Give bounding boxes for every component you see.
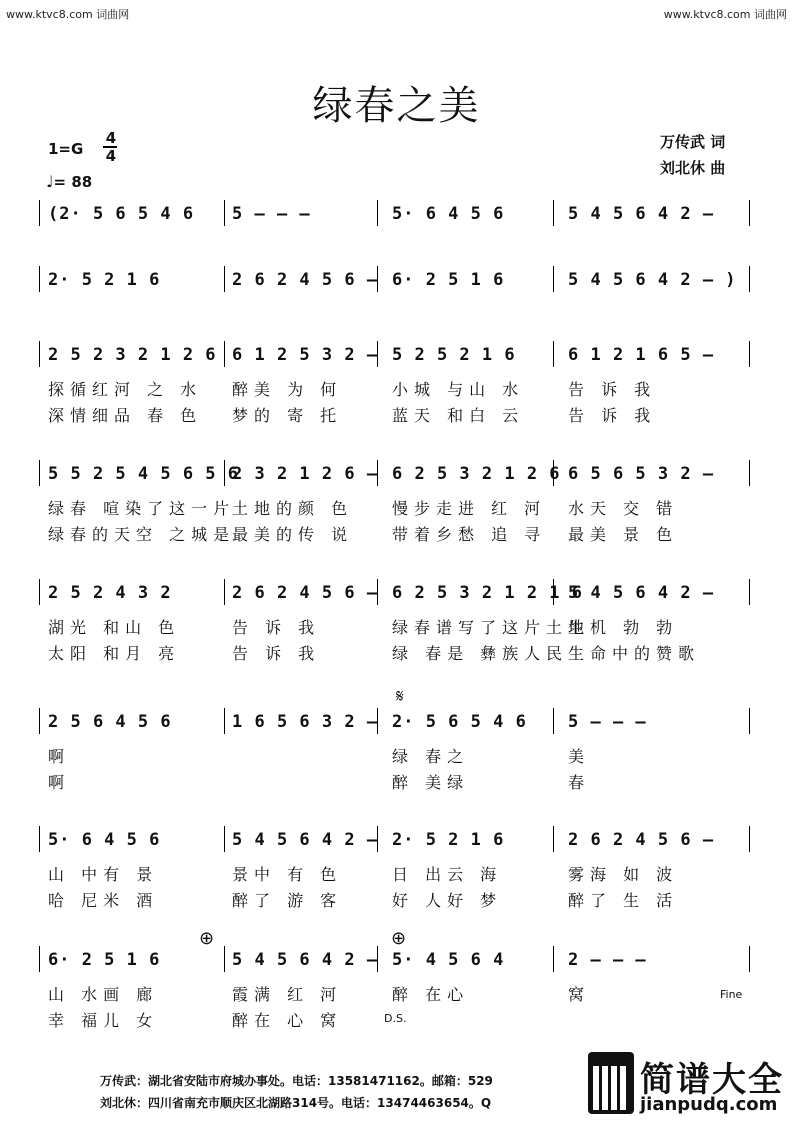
segno-icon: 𝄋 — [396, 686, 404, 707]
bar-line — [553, 826, 554, 852]
bar-line — [39, 826, 40, 852]
lyric-line-2: 梦的 寄 托 — [232, 406, 343, 425]
bar-line — [224, 579, 225, 605]
lyric-line-2: 最美 景 色 — [568, 525, 679, 544]
bar-line — [224, 200, 225, 226]
measure-notes: 5 4 5 6 4 2 – — [568, 583, 715, 603]
bar-line — [749, 200, 750, 226]
measure-notes: 1 6 5 6 3 2 – — [232, 712, 379, 732]
bar-line — [39, 708, 40, 734]
bar-line — [39, 341, 40, 367]
measure-notes: 2 6 2 4 5 6 – — [232, 270, 379, 290]
bar-line — [39, 200, 40, 226]
lyric-line-1: 小城 与山 水 — [392, 380, 525, 399]
composer: 刘北休 曲 — [660, 159, 726, 177]
bar-line — [39, 266, 40, 292]
bar-line — [39, 946, 40, 972]
tempo — [46, 172, 92, 191]
measure-notes: 5 5 2 5 4 5 6 5 6 — [48, 464, 239, 484]
lyric-line-2: 幸 福儿 女 — [48, 1011, 159, 1030]
lyric-line-2: 哈 尼米 酒 — [48, 891, 159, 910]
bar-line — [749, 341, 750, 367]
lyric-line-1: 湖光 和山 色 — [48, 618, 181, 637]
lyric-line-1: 告 诉 我 — [232, 618, 321, 637]
tempo-value: = 88 — [53, 173, 93, 191]
fine-mark: Fine — [720, 988, 743, 1001]
time-top: 4 — [105, 129, 117, 147]
lyric-line-1: 绿春 喧染了这一片 — [48, 499, 236, 518]
lyric-line-2: 醉了 生 活 — [568, 891, 679, 910]
measure-notes: 6· 2 5 1 6 — [392, 270, 505, 290]
bar-line — [749, 708, 750, 734]
measure-notes: 2 6 2 4 5 6 – — [232, 583, 379, 603]
measure-notes: 2· 5 6 5 4 6 — [392, 712, 527, 732]
bar-line — [749, 266, 750, 292]
measure-notes: 6 5 6 5 3 2 – — [568, 464, 715, 484]
watermark-right: www.ktvc8.com 词曲网 — [663, 8, 787, 21]
lyric-line-2: 生命中的赞歌 — [568, 644, 701, 663]
bar-line — [749, 946, 750, 972]
time-bottom: 4 — [105, 147, 117, 165]
measure-notes: 2 6 2 4 5 6 – — [568, 830, 715, 850]
ds-mark: D.S. — [384, 1012, 407, 1025]
bar-line — [553, 946, 554, 972]
bar-line — [553, 266, 554, 292]
bar-line — [553, 200, 554, 226]
measure-notes: 6· 2 5 1 6 — [48, 950, 161, 970]
bar-line — [224, 341, 225, 367]
bar-line — [39, 460, 40, 486]
bar-line — [749, 460, 750, 486]
measure-notes: 2· 5 2 1 6 — [48, 270, 161, 290]
measure-notes: 6 2 5 3 2 1 2 6 — [392, 464, 561, 484]
measure-notes: 2 5 6 4 5 6 — [48, 712, 172, 732]
lyricist: 万传武 词 — [660, 133, 726, 151]
lyric-line-1: 告 诉 我 — [568, 380, 657, 399]
lyric-line-1: 雾海 如 波 — [568, 865, 679, 884]
bar-line — [224, 708, 225, 734]
lyric-line-1: 绿 春之 — [392, 747, 470, 766]
bar-line — [39, 579, 40, 605]
measure-notes: 5 4 5 6 4 2 – ) — [568, 270, 737, 290]
lyric-line-1: 山 水画 廊 — [48, 985, 159, 1004]
measure-notes: 5 4 5 6 4 2 – — [232, 950, 379, 970]
measure-notes: 2· 5 2 1 6 — [392, 830, 505, 850]
logo-text-cn: 简谱大全 — [640, 1060, 784, 1100]
lyric-line-2: 绿 春是 彝族人民 — [392, 644, 569, 663]
lyric-line-2: 好 人好 梦 — [392, 891, 503, 910]
measure-notes: 5 – – – — [232, 204, 311, 224]
lyric-line-1: 景中 有 色 — [232, 865, 343, 884]
lyric-line-2: 告 诉 我 — [232, 644, 321, 663]
lyric-line-2: 深情细品 春 色 — [48, 406, 203, 425]
lyric-line-1: 窝 — [568, 985, 591, 1004]
footer-lyricist-contact: 万传武：湖北省安陆市府城办事处。电话：13581471162。邮箱：529 — [100, 1074, 493, 1088]
lyric-line-2: 醉 美绿 — [392, 773, 470, 792]
lyric-line-1: 土地的颜 色 — [232, 499, 354, 518]
lyric-line-2: 最美的传 说 — [232, 525, 354, 544]
lyric-line-1: 啊 — [48, 747, 71, 766]
measure-notes: 6 1 2 1 6 5 – — [568, 345, 715, 365]
lyric-line-2: 带着乡愁 追 寻 — [392, 525, 547, 544]
lyric-line-1: 醉美 为 何 — [232, 380, 343, 399]
logo-text-en: jianpudq.com — [640, 1094, 778, 1115]
measure-notes: 2 3 2 1 2 6 – — [232, 464, 379, 484]
key-signature: 1=G — [48, 140, 84, 158]
lyric-line-2: 蓝天 和白 云 — [392, 406, 525, 425]
bar-line — [553, 708, 554, 734]
bar-line — [224, 826, 225, 852]
lyric-line-1: 美 — [568, 747, 591, 766]
quarter-note-icon: ♩ — [46, 172, 54, 191]
measure-notes: 6 1 2 5 3 2 – — [232, 345, 379, 365]
measure-notes: 6 2 5 3 2 1 2 1 6 — [392, 583, 583, 603]
measure-notes: 5· 4 5 6 4 — [392, 950, 505, 970]
lyric-line-1: 霞满 红 河 — [232, 985, 343, 1004]
lyric-line-1: 探循红河 之 水 — [48, 380, 203, 399]
lyric-line-2: 春 — [568, 773, 591, 792]
site-logo — [588, 1052, 793, 1120]
measure-notes: (2· 5 6 5 4 6 — [48, 204, 195, 224]
measure-notes: 5 4 5 6 4 2 – — [232, 830, 379, 850]
time-signature — [103, 130, 119, 164]
lyric-line-1: 山 中有 景 — [48, 865, 159, 884]
lyric-line-2: 醉在 心 窝 — [232, 1011, 343, 1030]
bar-line — [553, 341, 554, 367]
lyric-line-2: 告 诉 我 — [568, 406, 657, 425]
bar-line — [377, 200, 378, 226]
bar-line — [224, 946, 225, 972]
coda-icon-1: ⊕ — [199, 928, 215, 949]
piano-icon — [588, 1052, 634, 1114]
measure-notes: 2 – – – — [568, 950, 647, 970]
measure-notes: 5 4 5 6 4 2 – — [568, 204, 715, 224]
lyric-line-2: 啊 — [48, 773, 71, 792]
lyric-line-1: 日 出云 海 — [392, 865, 503, 884]
measure-notes: 5· 6 4 5 6 — [392, 204, 505, 224]
lyric-line-1: 生机 勃 勃 — [568, 618, 679, 637]
lyric-line-1: 慢步走进 红 河 — [392, 499, 547, 518]
bar-line — [749, 826, 750, 852]
lyric-line-1: 绿春谱写了这片土地 — [392, 618, 591, 637]
measure-notes: 2 5 2 3 2 1 2 6 — [48, 345, 217, 365]
lyric-line-2: 绿春的天空 之城是 — [48, 525, 236, 544]
lyric-line-1: 醉 在心 — [392, 985, 470, 1004]
lyric-line-2: 太阳 和月 亮 — [48, 644, 181, 663]
coda-icon-2: ⊕ — [391, 928, 407, 949]
bar-line — [749, 579, 750, 605]
measure-notes: 5· 6 4 5 6 — [48, 830, 161, 850]
lyric-line-2: 醉了 游 客 — [232, 891, 343, 910]
measure-notes: 5 2 5 2 1 6 — [392, 345, 516, 365]
measure-notes: 5 – – – — [568, 712, 647, 732]
lyric-line-1: 水天 交 错 — [568, 499, 679, 518]
bar-line — [224, 266, 225, 292]
song-title: 绿春之美 — [312, 83, 481, 129]
watermark-left: www.ktvc8.com 词曲网 — [6, 8, 130, 21]
measure-notes: 2 5 2 4 3 2 — [48, 583, 172, 603]
footer-composer-contact: 刘北休：四川省南充市顺庆区北湖路314号。电话：13474463654。Q — [100, 1096, 492, 1110]
